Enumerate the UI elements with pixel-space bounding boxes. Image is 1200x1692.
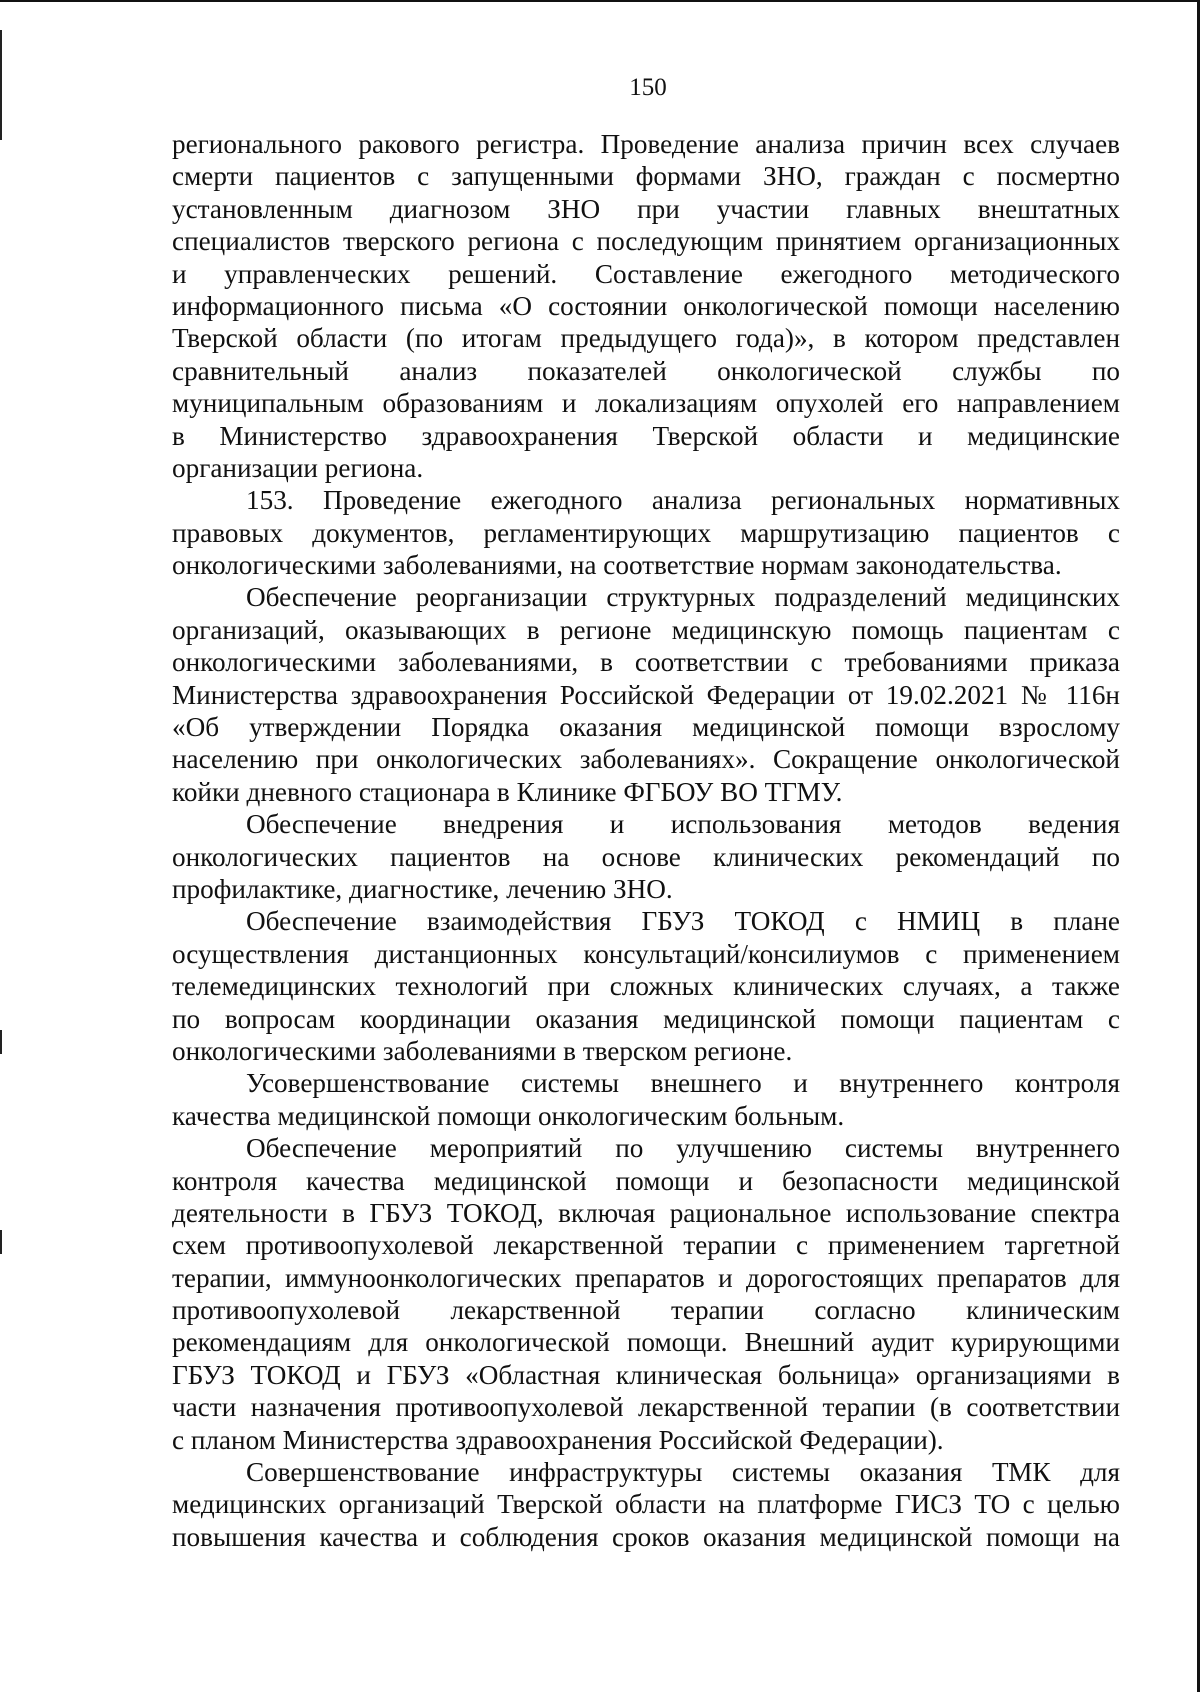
paragraph — [172, 581, 1120, 808]
text-line: онкологических пациентов на основе клинических рекомендаций по — [172, 841, 1120, 872]
text-line: правовых документов, регламентирующих маршрутизацию пациентов с — [172, 517, 1120, 548]
document-body — [172, 128, 1120, 1553]
text-line: схем противоопухолевой лекарственной терапии с применением таргетной — [172, 1230, 1120, 1261]
paragraph — [172, 808, 1120, 905]
text-line: осуществления дистанционных консультаций/консилиумов с применением — [172, 938, 1120, 969]
text-line: рекомендациям для онкологической помощи. Внешний аудит курирующими — [172, 1327, 1120, 1358]
text-line: населению при онкологических заболеваниях». Сокращение онкологической — [172, 744, 1120, 775]
text-line: онкологическими заболеваниями, в соответствии с требованиями приказа — [172, 647, 1120, 678]
page-number: 150 — [629, 74, 667, 101]
text-line: установленным диагнозом ЗНО при участии главных внештатных — [172, 193, 1120, 224]
text-line: Совершенствование инфраструктуры системы оказания ТМК для — [246, 1457, 1120, 1488]
text-line: Обеспечение взаимодействия ГБУЗ ТОКОД с НМИЦ в плане — [246, 906, 1120, 937]
scan-left-mark — [0, 1230, 2, 1254]
text-line: Обеспечение реорганизации структурных подразделений медицинских — [246, 582, 1120, 613]
text-line: профилактике, диагностике, лечению ЗНО. — [172, 873, 673, 904]
text-line: противоопухолевой лекарственной терапии согласно клиническим — [172, 1295, 1120, 1326]
text-line: специалистов тверского региона с последующим принятием организационных — [172, 226, 1120, 257]
text-line: муниципальным образованиям и локализациям опухолей его направлением — [172, 388, 1120, 419]
text-line: контроля качества медицинской помощи и безопасности медицинской — [172, 1165, 1120, 1196]
text-line: медицинских организаций Тверской области на платформе ГИСЗ ТО с целью — [172, 1489, 1120, 1520]
paragraph — [172, 1132, 1120, 1456]
text-line: повышения качества и соблюдения сроков оказания медицинской помощи на — [172, 1521, 1120, 1552]
text-line: регионального ракового регистра. Проведение анализа причин всех случаев — [172, 129, 1120, 159]
text-line: качества медицинской помощи онкологическим больным. — [172, 1100, 845, 1131]
text-line: части назначения противоопухолевой лекарственной терапии (в соответствии — [172, 1392, 1120, 1423]
scan-top-edge — [0, 0, 1200, 2]
text-line: Обеспечение внедрения и использования методов ведения — [246, 809, 1120, 840]
text-line: онкологическими заболеваниями в тверском регионе. — [172, 1035, 793, 1066]
text-line: организаций, оказывающих в регионе медицинскую помощь пациентам с — [172, 614, 1120, 645]
text-line: «Об утверждении Порядка оказания медицинской помощи взрослому — [172, 712, 1120, 743]
text-line: по вопросам координации оказания медицинской помощи пациентам с — [172, 1003, 1120, 1034]
text-line: Усовершенствование системы внешнего и внутреннего контроля — [246, 1068, 1120, 1099]
text-line: Обеспечение мероприятий по улучшению системы внутреннего — [246, 1133, 1120, 1164]
text-line: сравнительный анализ показателей онкологической службы по — [172, 355, 1120, 386]
text-line: Тверской области (по итогам предыдущего года)», в котором представлен — [172, 323, 1120, 354]
text-line: койки дневного стационара в Клинике ФГБОУ ВО ТГМУ. — [172, 776, 843, 807]
text-line: с планом Министерства здравоохранения Российской Федерации). — [172, 1424, 944, 1455]
text-line: организации региона. — [172, 452, 424, 483]
text-line: смерти пациентов с запущенными формами ЗНО, граждан с посмертно — [172, 161, 1120, 192]
text-line: 153. Проведение ежегодного анализа региональных нормативных — [246, 485, 1120, 516]
text-line: ГБУЗ ТОКОД и ГБУЗ «Областная клиническая больница» организациями в — [172, 1359, 1120, 1390]
text-line: телемедицинских технологий при сложных клинических случаях, а также — [172, 971, 1120, 1002]
text-line: в Министерство здравоохранения Тверской области и медицинские — [172, 420, 1120, 451]
text-line: и управленческих решений. Составление ежегодного методического — [172, 258, 1120, 289]
paragraph — [172, 128, 1120, 484]
text-line: деятельности в ГБУЗ ТОКОД, включая рациональное использование спектра — [172, 1197, 1120, 1228]
text-line: онкологическими заболеваниями, на соответствие нормам законодательства. — [172, 550, 1062, 581]
paragraph — [172, 1067, 1120, 1132]
paragraph — [172, 1456, 1120, 1553]
text-line: информационного письма «О состоянии онкологической помощи населению — [172, 290, 1120, 321]
paragraph — [172, 905, 1120, 1067]
scan-left-mark — [0, 1030, 2, 1054]
text-line: Министерства здравоохранения Российской Федерации от 19.02.2021 № 116н — [172, 679, 1120, 710]
paragraph — [172, 484, 1120, 581]
text-line: терапии, иммуноонкологических препаратов и дорогостоящих препаратов для — [172, 1262, 1120, 1293]
